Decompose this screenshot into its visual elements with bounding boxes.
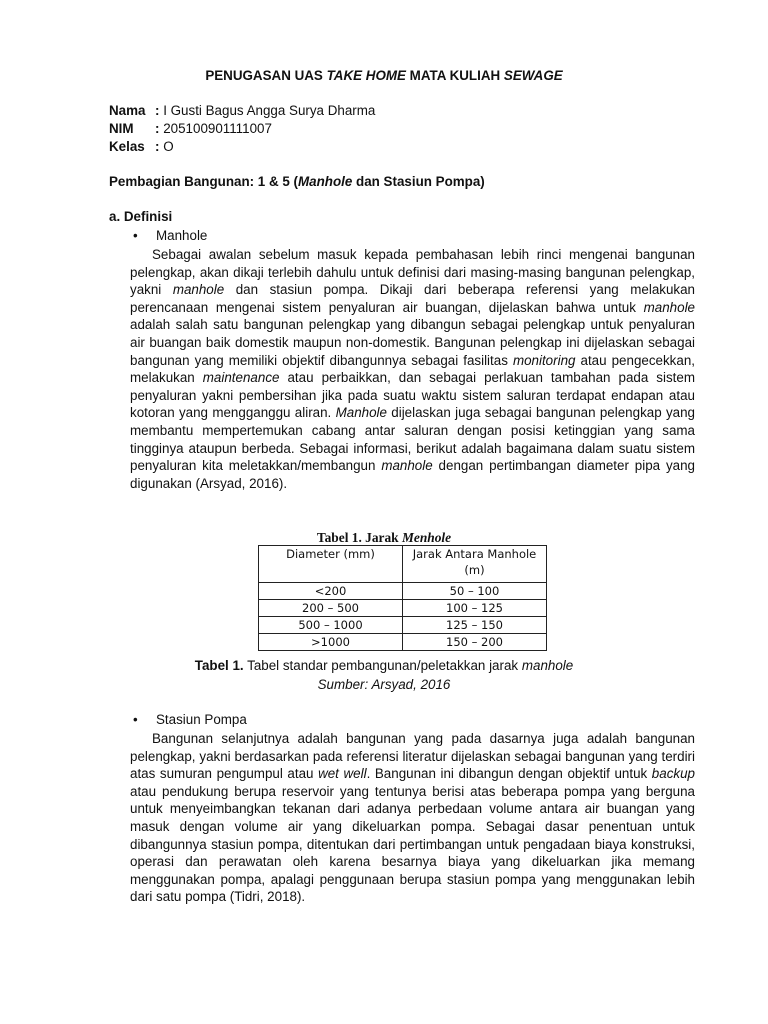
bullet-icon: • bbox=[133, 712, 138, 727]
student-kelas-row: Kelas : O bbox=[109, 139, 174, 154]
manhole-distance-table bbox=[258, 545, 547, 651]
nim-value: 205100901111007 bbox=[163, 121, 272, 136]
table-caption: Tabel 1. Tabel standar pembangunan/peletakkan jarak manhole bbox=[194, 658, 574, 673]
nama-label: Nama bbox=[109, 103, 146, 118]
table-cell: <200 bbox=[259, 583, 403, 600]
bullet-stasiun-pompa bbox=[133, 712, 247, 727]
table-cell: 50 – 100 bbox=[403, 583, 547, 600]
pembagian-heading: Pembagian Bangunan: 1 & 5 (Manhole dan Stasiun Pompa) bbox=[109, 174, 485, 189]
student-nim-row: NIM : 205100901111007 bbox=[109, 121, 272, 136]
table-cell: 500 – 1000 bbox=[259, 617, 403, 634]
manhole-heading: Manhole bbox=[156, 228, 208, 243]
kelas-value: O bbox=[163, 139, 174, 154]
column-header-jarak: Jarak Antara Manhole (m) bbox=[403, 546, 547, 583]
table-row bbox=[259, 617, 547, 634]
student-name-row: Nama : I Gusti Bagus Angga Surya Dharma bbox=[109, 103, 376, 118]
column-header-diameter: Diameter (mm) bbox=[259, 546, 403, 583]
bullet-manhole bbox=[133, 228, 207, 243]
nama-value: I Gusti Bagus Angga Surya Dharma bbox=[163, 103, 376, 118]
manhole-paragraph: Sebagai awalan sebelum masuk kepada pembahasan lebih rinci mengenai bangunan pelengkap, akan dikaji terlebih dahulu untuk definisi dari masing-masing bangunan pelengkap, yakni manhole dan stasiun pompa. Dikaji dari beberapa referensi yang melakukan perencanaan mengenai sistem penyaluran air buangan, dijelaskan bahwa untuk manhole adalah salah satu bangunan pelengkap yang dibangun sebagai pelengkap untuk penyaluran air buangan baik domestik maupun non-domestik. Bangunan pelengkap ini dijelaskan sebagai bangunan yang memiliki objektif dibangunnya sebagai fasilitas monitoring atau pengecekkan, melakukan maintenance atau perbaikkan, dan sebagai perlakuan tambahan pada sistem penyaluran yakni pembersihan jika pada suatu waktu sistem saluran terdapat endapan atau kotoran yang mengganggu aliran. Manhole dijelaskan juga sebagai bangunan pelengkap yang membantu mempertemukan cabang antar saluran dengan posisi ketinggian yang sama tingginya ataupun berbeda. Sebagai informasi, berikut adalah bagaimana dalam suatu sistem penyaluran kita meletakkan/membangun manhole dengan pertimbangan diameter pipa yang digunakan (Arsyad, 2016). bbox=[130, 247, 696, 491]
table-cell: 100 – 125 bbox=[403, 600, 547, 617]
stasiun-pompa-heading: Stasiun Pompa bbox=[156, 712, 247, 727]
kelas-label: Kelas bbox=[109, 139, 145, 154]
table-source: Sumber: Arsyad, 2016 bbox=[317, 677, 451, 692]
bullet-icon: • bbox=[133, 228, 138, 243]
document-title: PENUGASAN UAS TAKE HOME MATA KULIAH SEWAGE bbox=[205, 68, 563, 83]
section-definisi-heading: a. Definisi bbox=[109, 209, 173, 224]
table-cell: 125 – 150 bbox=[403, 617, 547, 634]
table-cell: 200 – 500 bbox=[259, 600, 403, 617]
table-cell: >1000 bbox=[259, 634, 403, 651]
table-cell: 150 – 200 bbox=[403, 634, 547, 651]
stasiun-pompa-paragraph: Bangunan selanjutnya adalah bangunan yang pada dasarnya juga adalah bangunan pelengkap, yakni berdasarkan pada referensi literatur dijelaskan sebagai bangunan yang terdiri atas sumuran pengumpul atau wet well. Bangunan ini dibangun dengan objektif untuk backup atau pendukung berupa reservoir yang tentunya berisi atas beberapa pompa yang berguna untuk menyeimbangkan tekanan dari adanya perbedaan volume antara air buangan yang masuk dengan volume air yang dikeluarkan pompa. Sebagai dasar penentuan untuk dibangunnya stasiun pompa, ditentukan dari pertimbangan untuk pengadaan biaya konstruksi, operasi dan perawatan oleh karena besarnya biaya yang dikeluarkan jika memang menggunakan pompa, apalagi penggunaan berupa stasiun pompa yang menggunakan lebih dari satu pompa (Tidri, 2018). bbox=[130, 731, 695, 905]
table-title: Tabel 1. Jarak Menhole bbox=[316, 530, 452, 545]
table-row bbox=[259, 600, 547, 617]
table-row bbox=[259, 583, 547, 600]
table-header-row bbox=[259, 546, 547, 583]
table-row bbox=[259, 634, 547, 651]
nim-label: NIM bbox=[109, 121, 134, 136]
